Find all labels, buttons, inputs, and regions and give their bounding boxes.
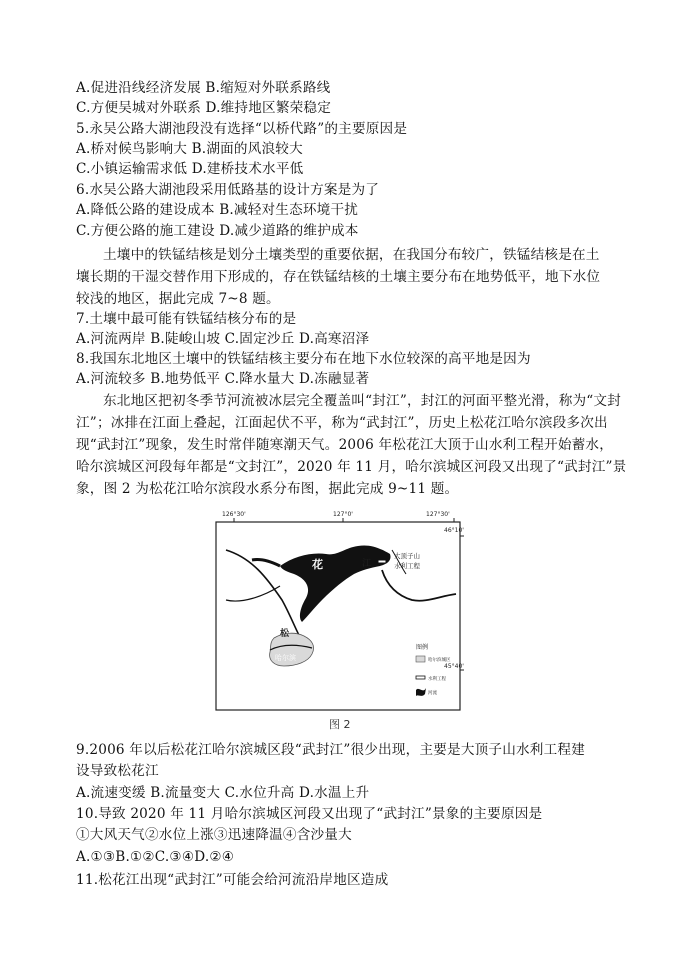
tributary-east	[382, 570, 456, 601]
songhua-river-map	[212, 508, 466, 738]
q8-options: A.河流较多 B.地势低平 C.降水量大 D.冻融显著	[76, 371, 370, 387]
project-label-1: 大顶子山	[394, 552, 420, 560]
q6-options-cd: C.方便公路的施工建设 D.减少道路的维护成本	[76, 223, 359, 239]
project-label-2: 水利工程	[394, 562, 420, 570]
q5-stem: 5.永吴公路大湖池段没有选择“以桥代路”的主要原因是	[76, 121, 408, 137]
lon-label-3: 127°30'	[426, 511, 450, 518]
q10-options: A.①③B.①②C.③④D.②④	[76, 849, 235, 865]
figure-caption: 图 2	[329, 718, 351, 731]
passage-river-line-4: 哈尔滨城区河段每年都是“文封江”，2020 年 11 月，哈尔滨城区河段又出现了“武封江”景	[76, 459, 627, 475]
lat-label-2: 45°40'	[444, 663, 464, 670]
legend-river-swatch	[416, 688, 426, 696]
q10-stem: 10.导致 2020 年 11 月哈尔滨城区河段又出现了“武封江”景象的主要原因是	[76, 806, 543, 822]
lat-label-1: 46°10'	[444, 527, 464, 534]
passage-river-line-5: 象，图 2 为松花江哈尔滨段水系分布图，据此完成 9~11 题。	[76, 481, 459, 497]
passage-soil-line-3: 较浅的地区，据此完成 7~8 题。	[76, 291, 280, 307]
legend-dam-swatch	[416, 676, 425, 679]
q9-stem-cont: 设导致松花江	[76, 763, 159, 779]
legend-item-river: 河流	[428, 691, 437, 696]
passage-soil-line-2: 壤长期的干湿交替作用下形成的，存在铁锰结核的土壤主要分布在地势低平，地下水位	[76, 269, 601, 285]
passage-river-line-2: 江”；冰排在江面上叠起，江面起伏不平，称为“武封江”，历史上松花江哈尔滨段多次出	[76, 415, 608, 431]
tributary-southwest	[226, 586, 280, 601]
city-label-harbin: 哈尔滨	[275, 654, 296, 662]
q6-options-ab: A.降低公路的建设成本 B.减轻对生态环境干扰	[76, 202, 359, 218]
q7-options: A.河流两岸 B.陡峻山坡 C.固定沙丘 D.高寒沼泽	[76, 331, 370, 347]
passage-soil-line-1: 土壤中的铁锰结核是划分土壤类型的重要依据，在我国分布较广，铁锰结核是在土	[103, 247, 600, 263]
q4-options-cd: C.方便吴城对外联系 D.维持地区繁荣稳定	[76, 100, 331, 116]
map-frame	[216, 522, 460, 710]
legend-title: 图例	[416, 644, 429, 651]
q9-options: A.流速变缓 B.流量变大 C.水位升高 D.水温上升	[76, 785, 370, 801]
songhua-river-upstream	[252, 559, 280, 566]
passage-river-line-1: 东北地区把初冬季节河流被冰层完全覆盖叫“封江”，封江的河面平整光滑，称为“文封	[103, 393, 622, 409]
q9-stem: 9.2006 年以后松花江哈尔滨城区段“武封江”很少出现，主要是大顶子山水利工程建	[76, 742, 585, 758]
songhua-river-main	[280, 545, 391, 622]
q7-stem: 7.土壤中最可能有铁锰结核分布的是	[76, 311, 297, 327]
lon-label-1: 126°30'	[222, 511, 246, 518]
legend-item-dam: 水利工程	[428, 677, 446, 682]
map-svg	[212, 508, 466, 718]
q4-options-ab: A.促进沿线经济发展 B.缩短对外联系路线	[76, 80, 331, 96]
q10-statements: ①大风天气②水位上涨③迅速降温④含沙量大	[76, 827, 352, 843]
q11-stem: 11.松花江出现“武封江”可能会给河流沿岸地区造成	[76, 872, 389, 888]
q6-stem: 6.水吴公路大湖池段采用低路基的设计方案是为了	[76, 182, 380, 198]
legend-item-urban: 哈尔滨城区	[428, 658, 451, 663]
lon-label-2: 127°0'	[333, 511, 353, 518]
dam-marker-icon	[378, 560, 386, 563]
passage-river-line-3: 现“武封江”现象，发生时常伴随寒潮天气。2006 年松花江大顶于山水利工程开始蓄水，	[76, 437, 613, 453]
q8-stem: 8.我国东北地区土壤中的铁锰结核主要分布在地下水位较深的高平地是因为	[76, 351, 531, 367]
q5-options-cd: C.小镇运输需求低 D.建桥技术水平低	[76, 161, 304, 177]
q5-options-ab: A.桥对候鸟影响大 B.湖面的风浪较大	[76, 141, 303, 157]
river-label-hua: 花	[312, 558, 323, 571]
legend-urban-swatch	[416, 656, 425, 662]
river-label-jiang: 江	[362, 559, 372, 569]
city-label-song: 松	[280, 629, 290, 639]
